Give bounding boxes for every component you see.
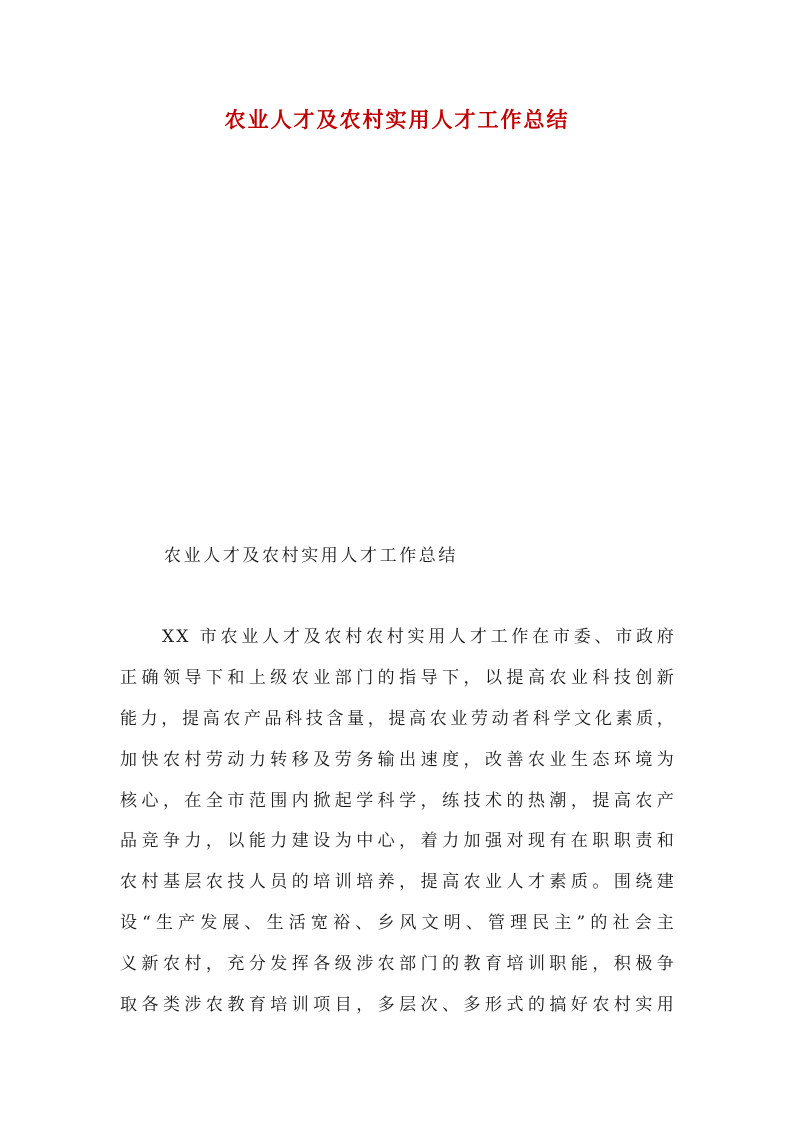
document-subtitle: 农业人才及农村实用人才工作总结 bbox=[164, 546, 458, 566]
body-text bbox=[120, 625, 676, 1034]
body-line: 品竞争力，以能力建设为中心，着力加强对现有在职职责和 bbox=[120, 831, 676, 852]
body-line: 能力，提高农产品科技含量，提高农业劳动者科学文化素质， bbox=[120, 708, 676, 729]
body-line: 取各类涉农教育培训项目，多层次、多形式的搞好农村实用 bbox=[120, 995, 676, 1016]
body-line: 设“生产发展、生活宽裕、乡风文明、管理民主”的社会主 bbox=[120, 913, 676, 934]
body-line: 义新农村，充分发挥各级涉农部门的教育培训职能，积极争 bbox=[120, 954, 676, 975]
body-line: 农村基层农技人员的培训培养，提高农业人才素质。围绕建 bbox=[120, 872, 676, 893]
body-line: 正确领导下和上级农业部门的指导下，以提高农业科技创新 bbox=[120, 667, 676, 688]
body-line: 核心，在全市范围内掀起学科学，练技术的热潮，提高农产 bbox=[120, 790, 676, 811]
page-title: 农业人才及农村实用人才工作总结 bbox=[224, 107, 570, 132]
body-line: 加快农村劳动力转移及劳务输出速度，改善农业生态环境为 bbox=[120, 749, 676, 770]
body-line: XX 市农业人才及农村农村实用人才工作在市委、市政府 bbox=[162, 627, 676, 647]
